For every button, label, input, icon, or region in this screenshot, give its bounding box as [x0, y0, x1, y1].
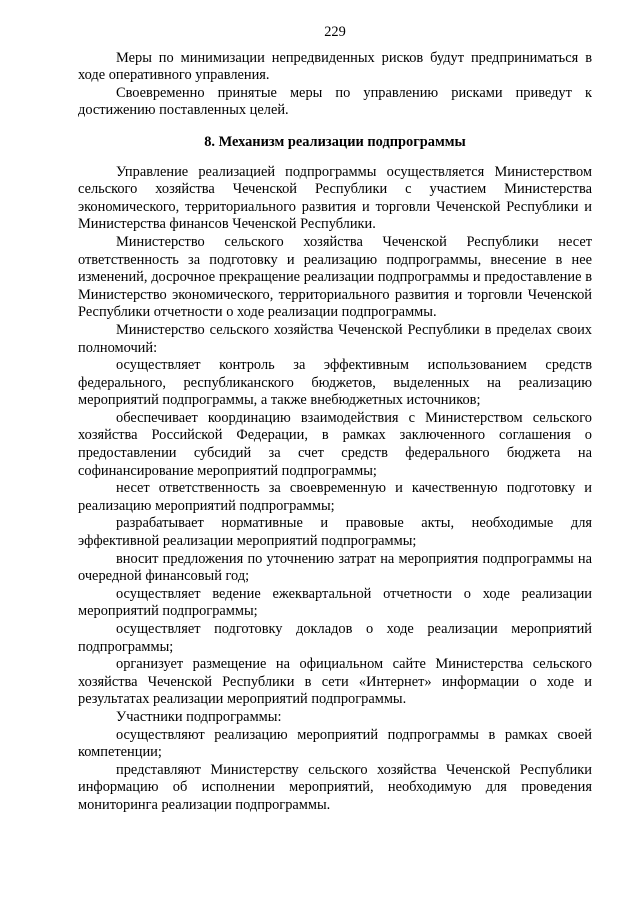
paragraph-risk-minimization: Меры по минимизации непредвиденных рисков будут предприниматься в ходе оперативного управления. [78, 49, 592, 84]
list-item: несет ответственность за своевременную и качественную подготовку и реализацию мероприятий подпрограммы; [78, 480, 592, 514]
ministry-duties-list [78, 357, 592, 709]
list-item: осуществляет подготовку докладов о ходе реализации мероприятий подпрограммы; [78, 621, 592, 655]
list-item: осуществляет контроль за эффективным использованием средств федерального, республиканского бюджетов, выделенных на реализацию мероприятий подпрограммы, а также внебюджетных источников; [78, 357, 592, 409]
paragraph-management: Управление реализацией подпрограммы осуществляется Министерством сельского хозяйства Чеченской Республики с участием Министерства экономического, территориального развития и торговли Чеченской Республики и Министерства финансов Чеченской Республики. [78, 163, 592, 233]
paragraph-risk-management: Своевременно принятые меры по управлению рисками приведут к достижению поставленных целей. [78, 84, 592, 119]
paragraph-powers-intro: Министерство сельского хозяйства Чеченской Республики в пределах своих полномочий: [78, 321, 592, 356]
list-item: организует размещение на официальном сайте Министерства сельского хозяйства Чеченской Республики в сети «Интернет» информации о ходе и результатах реализации мероприятий подпрограммы. [78, 656, 592, 708]
list-item: осуществляют реализацию мероприятий подпрограммы в рамках своей компетенции; [78, 726, 592, 761]
page-number: 229 [324, 24, 346, 40]
participant-duties-list [78, 727, 592, 815]
list-item: вносит предложения по уточнению затрат на мероприятия подпрограммы на очередной финансовый год; [78, 550, 592, 585]
list-item: обеспечивает координацию взаимодействия с Министерством сельского хозяйства Российской Федерации, в рамках заключенного соглашения о предоставлении субсидий за счет средств федерального бюджета на софинансирование мероприятий подпрограммы; [78, 409, 592, 479]
list-item: осуществляет ведение ежеквартальной отчетности о ходе реализации мероприятий подпрограммы; [78, 585, 592, 620]
document-page [78, 24, 592, 815]
list-item: представляют Министерству сельского хозяйства Чеченской Республики информацию об исполнении мероприятий, необходимую для проведения мониторинга реализации подпрограммы. [78, 761, 592, 813]
section-heading: 8. Механизм реализации подпрограммы [204, 133, 466, 150]
paragraph-participants-intro: Участники подпрограммы: [116, 708, 282, 725]
list-item: разрабатывает нормативные и правовые акты, необходимые для эффективной реализации мероприятий подпрограммы; [78, 515, 592, 550]
paragraph-responsibility: Министерство сельского хозяйства Чеченской Республики несет ответственность за подготовку и реализацию подпрограммы, внесение в нее изменений, досрочное прекращение реализации подпрограммы и предоставление в Министерство экономического, территориального развития и торговли Чеченской Республики отчетности о ходе реализации подпрограммы. [78, 233, 592, 321]
